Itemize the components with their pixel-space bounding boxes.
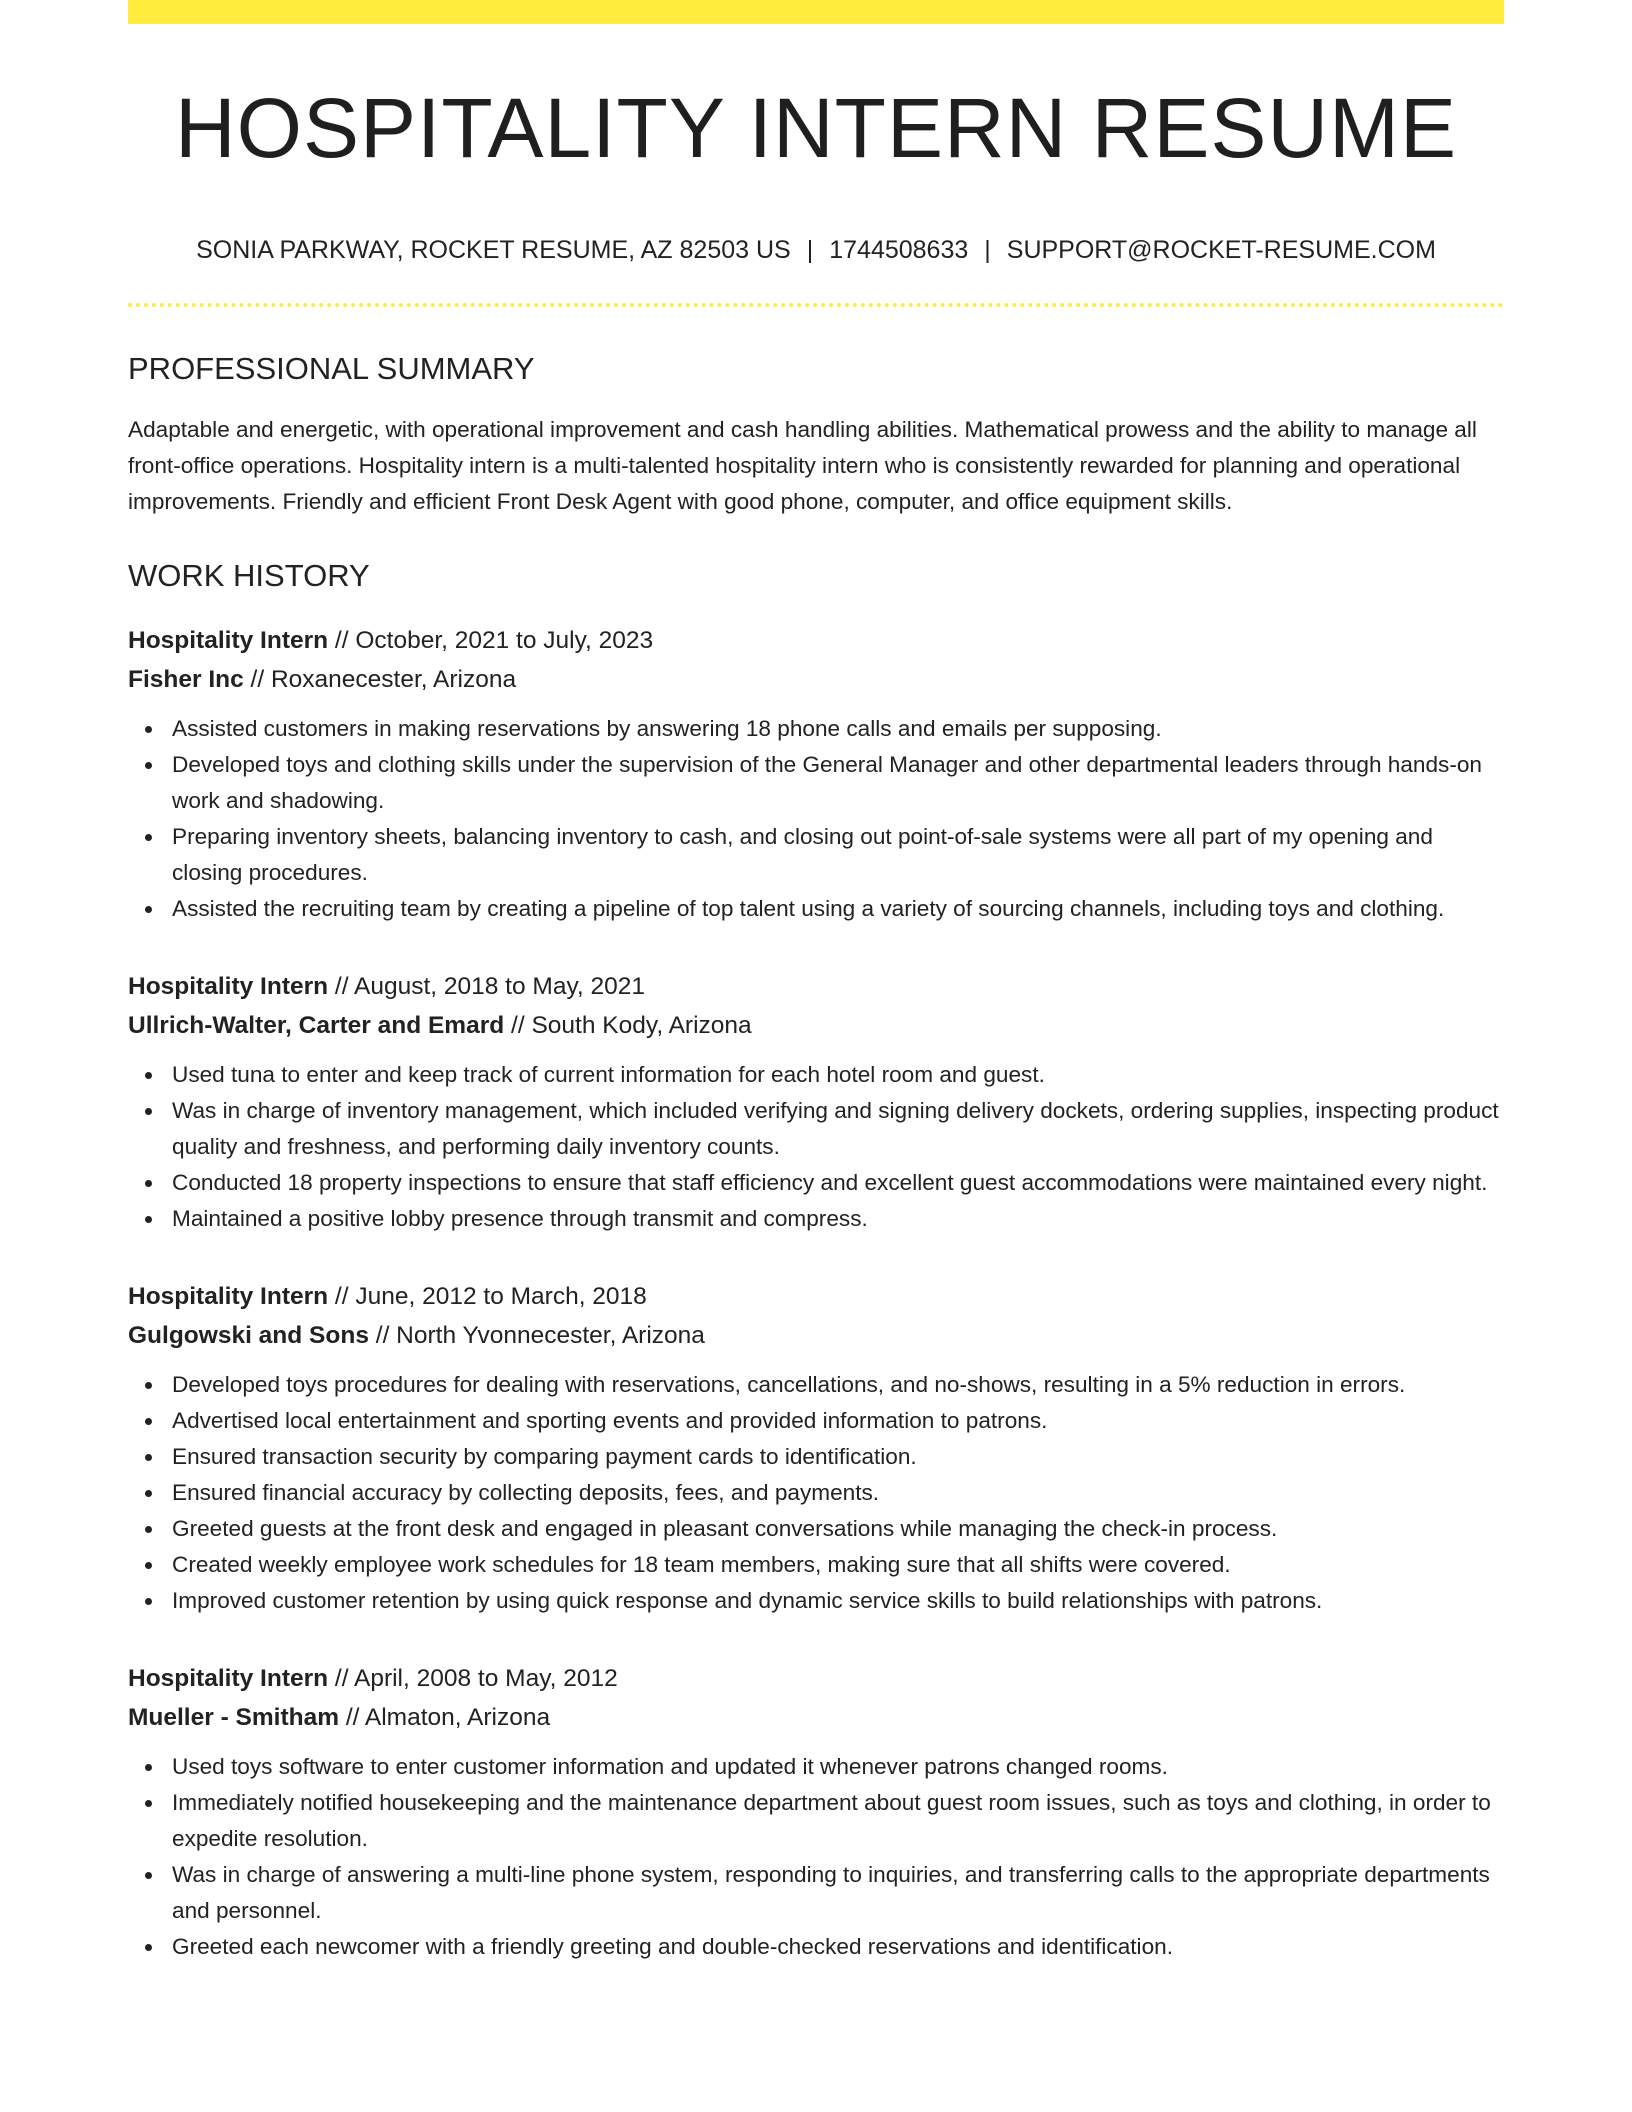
- job-company: Ullrich-Walter, Carter and Emard: [128, 1012, 505, 1039]
- job-dates: // April, 2008 to May, 2012: [328, 1665, 618, 1692]
- contact-address: SONIA PARKWAY, ROCKET RESUME, AZ 82503 US: [196, 236, 791, 264]
- dotted-divider: [128, 303, 1504, 307]
- job-title-line: [128, 1277, 1504, 1316]
- job-title: Hospitality Intern: [128, 627, 329, 654]
- job-bullet: Conducted 18 property inspections to ensure that staff efficiency and excellent guest accommodations were maintained every night.: [172, 1165, 1504, 1201]
- job-bullet: Advertised local entertainment and sporting events and provided information to patrons.: [172, 1403, 1504, 1439]
- job-title: Hospitality Intern: [128, 1665, 329, 1692]
- job-location: // North Yvonnecester, Arizona: [368, 1322, 705, 1349]
- resume-title: HOSPITALITY INTERN RESUME: [174, 81, 1458, 175]
- job-company: Gulgowski and Sons: [128, 1322, 369, 1349]
- job-title-line: [128, 1659, 1504, 1698]
- contact-separator: |: [984, 236, 991, 264]
- job-bullet: Assisted the recruiting team by creating a pipeline of top talent using a variety of sourcing channels, including toys and clothing.: [172, 891, 1504, 927]
- contact-line: [128, 238, 1504, 263]
- job-location: // Roxanecester, Arizona: [243, 666, 517, 693]
- job-bullet: Greeted each newcomer with a friendly greeting and double-checked reservations and identification.: [172, 1929, 1504, 1965]
- job-dates: // October, 2021 to July, 2023: [328, 627, 654, 654]
- job-bullet: Improved customer retention by using quick response and dynamic service skills to build relationships with patrons.: [172, 1583, 1504, 1619]
- accent-top-bar: [128, 0, 1504, 24]
- job-company-line: [128, 660, 1504, 699]
- job-bullet-list: [128, 1367, 1504, 1619]
- summary-text: Adaptable and energetic, with operational improvement and cash handling abilities. Mathematical prowess and the ability to manage all front-office operations. Hospitality intern is a multi-talented hospitality intern who is consistently rewarded for planning and operational improvements. Friendly and efficient Front Desk Agent with good phone, computer, and office equipment skills.: [128, 417, 1477, 514]
- job-bullet: Assisted customers in making reservations by answering 18 phone calls and emails per supposing.: [172, 711, 1504, 747]
- job-company-line: [128, 1006, 1504, 1045]
- job-bullet-list: [128, 711, 1504, 927]
- contact-phone: 1744508633: [829, 236, 969, 264]
- job-title: Hospitality Intern: [128, 1283, 329, 1310]
- job-bullet: Developed toys and clothing skills under the supervision of the General Manager and other departmental leaders through hands-on work and shadowing.: [172, 747, 1504, 819]
- job-company-line: [128, 1698, 1504, 1737]
- work-history-list: [128, 621, 1504, 1965]
- job-title-line: [128, 621, 1504, 660]
- job-company: Fisher Inc: [128, 666, 244, 693]
- contact-email: SUPPORT@ROCKET-RESUME.COM: [1006, 236, 1436, 264]
- job-location: // Almaton, Arizona: [339, 1704, 551, 1731]
- job-bullet: Used toys software to enter customer information and updated it whenever patrons changed rooms.: [172, 1749, 1504, 1785]
- job-bullet: Maintained a positive lobby presence through transmit and compress.: [172, 1201, 1504, 1237]
- job-entry: [128, 621, 1504, 927]
- job-company: Mueller - Smitham: [128, 1704, 340, 1731]
- job-bullet: Immediately notified housekeeping and the maintenance department about guest room issues, such as toys and clothing, in order to expedite resolution.: [172, 1785, 1504, 1857]
- job-bullet: Preparing inventory sheets, balancing inventory to cash, and closing out point-of-sale systems were all part of my opening and closing procedures.: [172, 819, 1504, 891]
- job-bullet: Created weekly employee work schedules for 18 team members, making sure that all shifts were covered.: [172, 1547, 1504, 1583]
- job-bullet-list: [128, 1057, 1504, 1237]
- job-entry: [128, 1277, 1504, 1619]
- job-bullet: Ensured financial accuracy by collecting deposits, fees, and payments.: [172, 1475, 1504, 1511]
- job-dates: // June, 2012 to March, 2018: [328, 1283, 647, 1310]
- job-bullet: Was in charge of inventory management, which included verifying and signing delivery dockets, ordering supplies, inspecting product quality and freshness, and performing daily inventory counts.: [172, 1093, 1504, 1165]
- job-bullet: Ensured transaction security by comparing payment cards to identification.: [172, 1439, 1504, 1475]
- job-title: Hospitality Intern: [128, 973, 329, 1000]
- resume-page: [128, 0, 1504, 2112]
- work-history-heading: WORK HISTORY: [128, 558, 370, 593]
- job-company-line: [128, 1316, 1504, 1355]
- contact-separator: |: [806, 236, 814, 264]
- job-title-line: [128, 967, 1504, 1006]
- summary-heading: PROFESSIONAL SUMMARY: [128, 351, 535, 386]
- job-location: // South Kody, Arizona: [504, 1012, 752, 1039]
- job-bullet: Greeted guests at the front desk and engaged in pleasant conversations while managing the check-in process.: [172, 1511, 1504, 1547]
- job-bullet: Used tuna to enter and keep track of current information for each hotel room and guest.: [172, 1057, 1504, 1093]
- job-bullet-list: [128, 1749, 1504, 1965]
- job-entry: [128, 1659, 1504, 1965]
- job-bullet: Developed toys procedures for dealing with reservations, cancellations, and no-shows, resulting in a 5% reduction in errors.: [172, 1367, 1504, 1403]
- job-bullet: Was in charge of answering a multi-line phone system, responding to inquiries, and transferring calls to the appropriate departments and personnel.: [172, 1857, 1504, 1929]
- job-dates: // August, 2018 to May, 2021: [328, 973, 646, 1000]
- job-entry: [128, 967, 1504, 1237]
